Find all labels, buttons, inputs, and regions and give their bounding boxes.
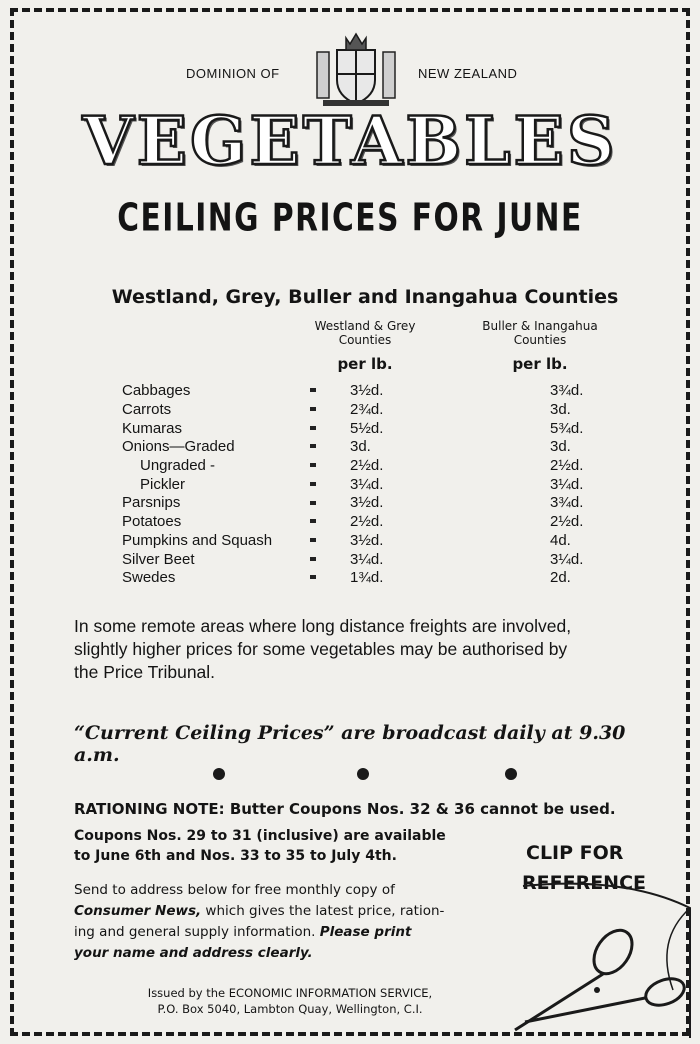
leader-dots	[310, 494, 350, 513]
price-westland-grey: 2¾d.	[350, 401, 384, 419]
region-heading: Westland, Grey, Buller and Inangahua Counties	[111, 286, 619, 308]
price-buller-inangahua: 5¾d.	[550, 419, 584, 437]
header-dominion: DOMINION OF	[186, 66, 280, 81]
price-buller-inangahua: 3¾d.	[550, 382, 584, 400]
table-row	[122, 532, 670, 551]
table-row	[122, 457, 670, 476]
ornament-dot-icon	[357, 768, 369, 780]
issued-line: Issued by the ECONOMIC INFORMATION SERVICE,	[147, 986, 433, 1000]
send-text: ing and general supply information.	[74, 924, 316, 940]
leader-dots	[310, 550, 350, 569]
leader-dots	[310, 532, 350, 551]
leader-dots	[310, 475, 350, 494]
column-header-line: Westland & Grey	[314, 319, 416, 333]
leader-dots	[310, 382, 350, 401]
price-westland-grey: 1¾d.	[350, 569, 384, 587]
header-new-zealand: NEW ZEALAND	[418, 66, 518, 81]
vegetable-name: Silver Beet	[122, 550, 195, 568]
note-line: the Price Tribunal.	[74, 662, 216, 682]
column-header-line: Counties	[513, 333, 567, 347]
vegetable-name: Pickler	[140, 475, 186, 493]
leader-dots	[310, 569, 350, 588]
price-westland-grey: 2½d.	[350, 513, 384, 531]
unit-label: per lb.	[337, 355, 393, 373]
table-row	[122, 494, 670, 513]
table-row	[122, 382, 670, 401]
price-buller-inangahua: 3d.	[550, 401, 571, 419]
publication-name: Consumer News,	[74, 903, 202, 919]
leader-dots	[310, 457, 350, 476]
send-line	[74, 922, 514, 943]
price-westland-grey: 3½d.	[350, 382, 384, 400]
price-buller-inangahua: 4d.	[550, 531, 571, 549]
crest-icon	[313, 28, 399, 108]
price-buller-inangahua: 2½d.	[550, 513, 584, 531]
vegetable-name: Onions—Graded	[122, 438, 235, 456]
leader-dots	[310, 438, 350, 457]
rationing-text: Butter Coupons Nos. 32 & 36 cannot be used.	[229, 800, 616, 818]
table-row	[122, 475, 670, 494]
page-title: VEGETABLES	[82, 102, 618, 180]
column-header-line: Buller & Inangahua	[482, 319, 598, 333]
please-print: Please print	[319, 924, 412, 940]
price-buller-inangahua: 3d.	[550, 438, 571, 456]
price-buller-inangahua: 2½d.	[550, 457, 584, 475]
ornament-dot-icon	[505, 768, 517, 780]
vegetable-name: Kumaras	[122, 419, 183, 437]
leader-dots	[310, 401, 350, 420]
price-westland-grey: 3½d.	[350, 494, 384, 512]
price-westland-grey: 5½d.	[350, 419, 384, 437]
broadcast-notice: “Current Ceiling Prices” are broadcast daily at 9.30 a.m.	[74, 722, 626, 766]
table-row	[122, 550, 670, 569]
price-westland-grey: 3½d.	[350, 531, 384, 549]
price-westland-grey: 3¼d.	[350, 475, 384, 493]
vegetable-name: Cabbages	[122, 382, 191, 400]
vegetable-name: Carrots	[122, 401, 172, 419]
subtitle: CEILING PRICES FOR JUNE	[117, 195, 583, 240]
coupons-line: to June 6th and Nos. 33 to 35 to July 4th.	[74, 848, 397, 864]
leader-dots	[310, 513, 350, 532]
vegetable-name: Swedes	[122, 569, 176, 587]
clip-line: REFERENCE	[522, 872, 647, 894]
vegetable-name: Pumpkins and Squash	[122, 531, 273, 549]
column-header-westland-grey	[292, 319, 438, 347]
price-table	[122, 382, 670, 588]
coupons-note	[74, 826, 514, 866]
send-address-note	[74, 880, 514, 964]
send-line: your name and address clearly.	[74, 945, 313, 961]
coupons-line: Coupons Nos. 29 to 31 (inclusive) are available	[74, 828, 446, 844]
price-buller-inangahua: 2d.	[550, 569, 571, 587]
column-header-line: Counties	[338, 333, 392, 347]
price-buller-inangahua: 3¼d.	[550, 475, 584, 493]
ornament-dot-icon	[213, 768, 225, 780]
table-row	[122, 419, 670, 438]
scissors-icon	[505, 880, 700, 1038]
remote-areas-note	[74, 615, 664, 684]
clip-line: CLIP FOR	[526, 842, 624, 864]
vegetable-name: Potatoes	[122, 513, 182, 531]
leader-dots	[310, 419, 350, 438]
note-line: slightly higher prices for some vegetables may be authorised by	[74, 639, 568, 659]
column-header-buller-inangahua	[460, 319, 620, 347]
issued-line: P.O. Box 5040, Lambton Quay, Wellington, C.I.	[157, 1002, 423, 1016]
rationing-note	[74, 800, 694, 818]
note-line: In some remote areas where long distance freights are involved,	[74, 616, 572, 636]
unit-label: per lb.	[512, 355, 568, 373]
price-westland-grey: 3d.	[350, 438, 371, 456]
table-row	[122, 513, 670, 532]
send-line	[74, 901, 514, 922]
table-row	[122, 438, 670, 457]
price-westland-grey: 3¼d.	[350, 550, 384, 568]
price-buller-inangahua: 3¼d.	[550, 550, 584, 568]
price-buller-inangahua: 3¾d.	[550, 494, 584, 512]
send-text: which gives the latest price, ration-	[205, 903, 445, 919]
vegetable-name: Ungraded -	[140, 457, 216, 475]
issued-by	[100, 985, 480, 1017]
rationing-label: RATIONING NOTE:	[74, 800, 225, 818]
price-westland-grey: 2½d.	[350, 457, 384, 475]
table-row	[122, 569, 670, 588]
vegetable-name: Parsnips	[122, 494, 181, 512]
table-row	[122, 401, 670, 420]
send-line: Send to address below for free monthly copy of	[74, 882, 395, 898]
